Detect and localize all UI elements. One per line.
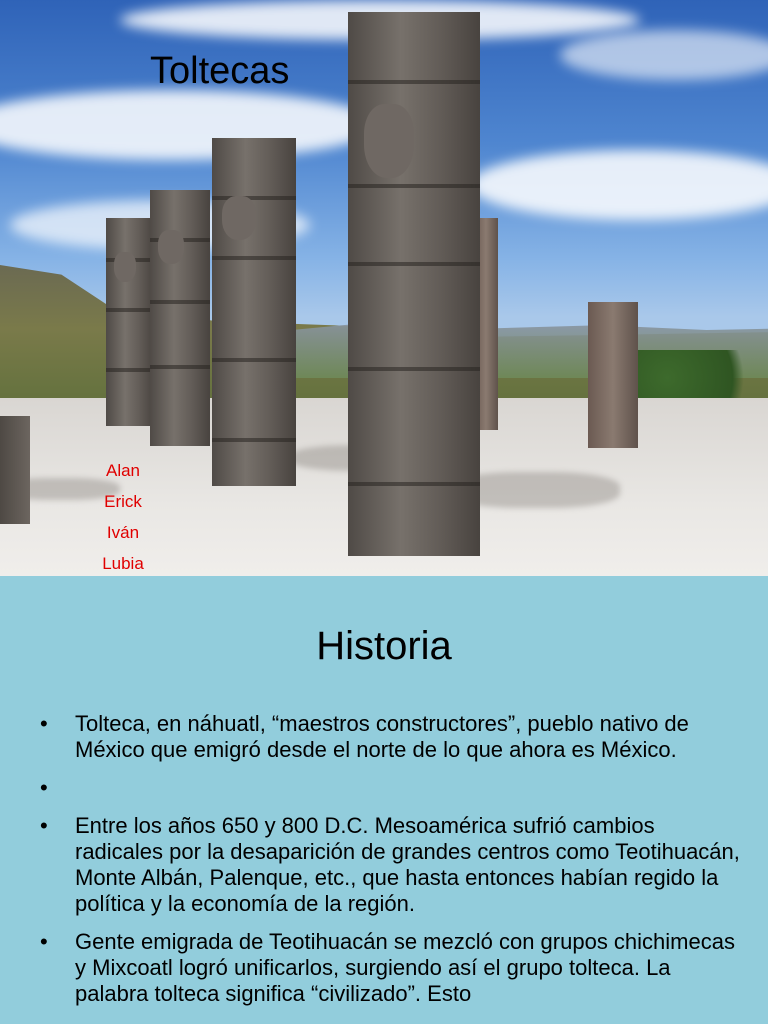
bullet-item [40,775,740,801]
author-name: Erick [104,492,142,511]
bullet-marker: • [40,775,48,800]
cloud [0,90,380,160]
author-names [95,455,151,576]
bullet-item [40,711,740,763]
author-name: Iván [106,523,140,542]
cloud [470,150,768,220]
bullet-marker: • [40,711,48,736]
bullet-list [40,711,740,1019]
atlante-statue [348,12,480,556]
bullet-text: Gente emigrada de Teotihuacán se mezcló con grupos chichimecas y Mixcoatl logró unificarlos, surgiendo así el grupo tolteca. La palabra tolteca significa “civilizado”. Esto [75,929,735,1006]
author-name: Lubia [102,554,144,573]
stone-pillar [0,416,30,524]
atlante-statue [106,218,154,426]
atlante-statue [150,190,210,446]
bullet-text: Tolteca, en náhuatl, “maestros constructores”, pueblo nativo de México que emigró desde el norte de lo que ahora es México. [75,711,689,762]
bullet-item [40,929,740,1007]
bullet-item [40,813,740,917]
stone-pillar [588,302,638,448]
atlante-statue [212,138,296,486]
bullet-marker: • [40,929,48,954]
slide-title: Historia [316,624,452,668]
history-slide [0,576,768,1024]
cloud [560,30,768,80]
author-name: Alan [105,461,141,480]
slide-title: Toltecas [150,50,290,92]
bullet-text: Entre los años 650 y 800 D.C. Mesoamérica sufrió cambios radicales por la desaparición de grandes centros como Teotihuacán, Monte Albán, Palenque, etc., que hasta entonces habían regido la política y la economía de la región. [75,813,740,916]
bullet-marker: • [40,813,48,838]
